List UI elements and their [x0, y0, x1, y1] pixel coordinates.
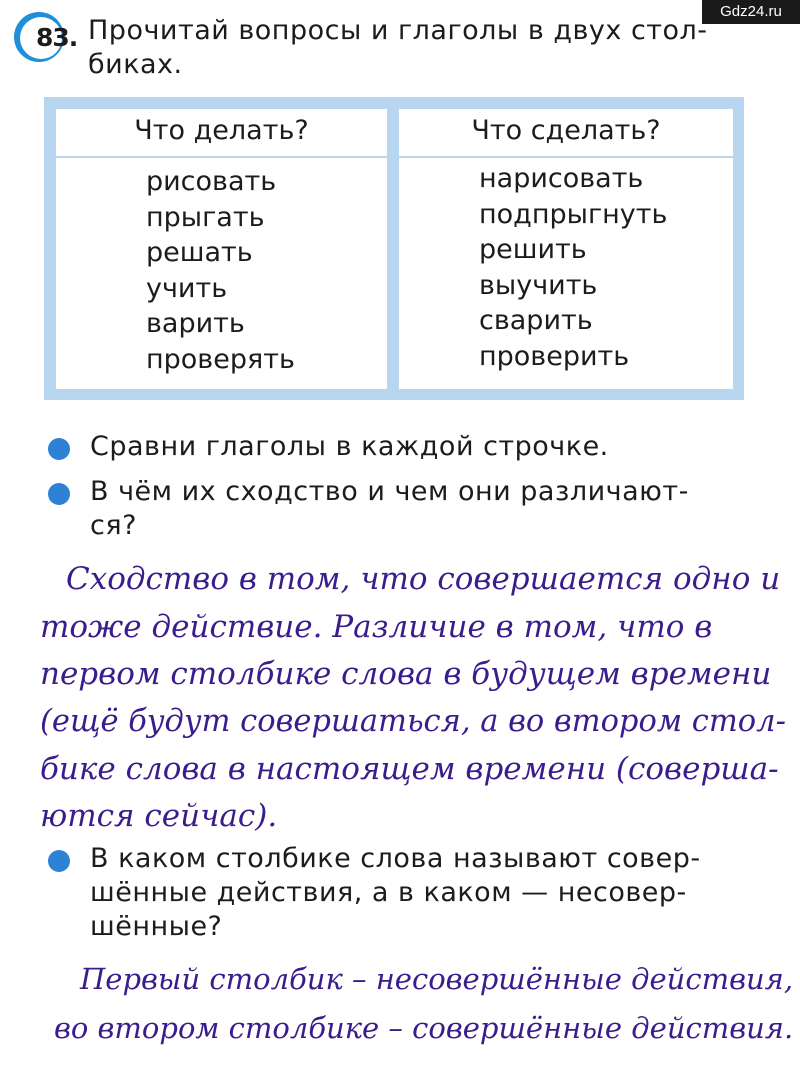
- list-item: сварить: [479, 305, 593, 336]
- task-number: 83.: [36, 23, 78, 52]
- question-aspect-line3: шённые?: [90, 911, 223, 942]
- question-aspect-line2: шённые действия, а в каком — несовер-: [90, 877, 687, 908]
- question-similarity-line2: ся?: [90, 510, 137, 541]
- list-item: подпрыгнуть: [479, 198, 668, 230]
- answer-line: во втором столбике – совершённые действия.: [54, 1011, 794, 1045]
- bullet-icon: [48, 438, 70, 460]
- site-watermark: Gdz24.ru: [702, 0, 800, 24]
- answer-line: Сходство в том, что совершается одно и: [66, 561, 781, 597]
- left-column: [56, 109, 387, 389]
- bullet-icon: [48, 850, 70, 872]
- list-item: нарисовать: [479, 163, 644, 194]
- left-column-header: Что делать?: [134, 115, 309, 146]
- right-column-header: Что сделать?: [471, 115, 661, 146]
- task-instruction-line2: биках.: [88, 49, 183, 80]
- task-instruction-line1: Прочитай вопросы и глаголы в двух стол-: [88, 15, 708, 46]
- answer-line: бике слова в настоящем времени (соверша-: [40, 751, 779, 787]
- list-item: прыгать: [146, 201, 265, 233]
- question-similarity-line1: В чём их сходство и чем они различают-: [90, 476, 689, 507]
- question-aspect-line1: В каком столбике слова называют совер-: [90, 843, 701, 874]
- answer-line: первом столбике слова в будущем времени: [40, 656, 772, 692]
- right-verb-list: [479, 161, 667, 374]
- left-verb-list: [146, 164, 295, 377]
- list-item: учить: [146, 272, 228, 304]
- answer-line: ются сейчас).: [40, 798, 278, 834]
- bullet-icon: [48, 483, 70, 505]
- verb-table: [44, 97, 744, 400]
- answer-line: тоже действие. Различие в том, что в: [40, 609, 713, 645]
- right-column: [399, 109, 733, 389]
- list-item: решать: [146, 237, 253, 268]
- list-item: проверить: [479, 340, 630, 372]
- list-item: рисовать: [146, 166, 277, 197]
- list-item: решить: [479, 234, 587, 265]
- list-item: варить: [146, 308, 245, 339]
- question-compare: Сравни глаголы в каждой строчке.: [90, 431, 609, 462]
- answer-line: Первый столбик – несовершённые действия,: [80, 962, 794, 996]
- list-item: проверять: [146, 343, 295, 375]
- task-number-badge: [14, 8, 78, 66]
- list-item: выучить: [479, 269, 598, 301]
- answer-line: (ещё будут совершаться, а во втором стол-: [40, 704, 786, 739]
